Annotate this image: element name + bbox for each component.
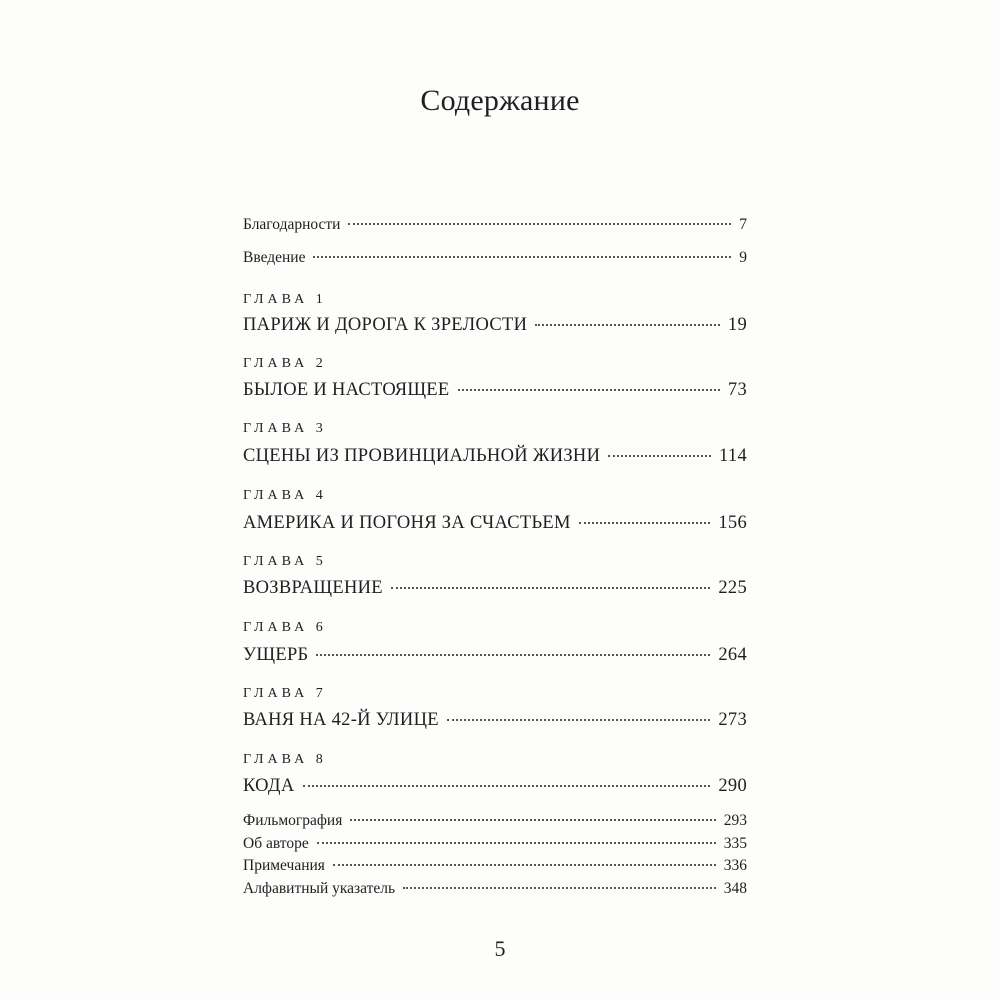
toc-entry-page: 348: [723, 880, 747, 897]
chapter-label-5: ГЛАВА 5: [243, 554, 327, 569]
toc-entry-label: Алфавитный указатель: [243, 880, 396, 897]
toc-entry-label: Об авторе: [243, 835, 309, 852]
chapter-label-3: ГЛАВА 3: [243, 421, 327, 436]
chapter-label-1: ГЛАВА 1: [243, 292, 327, 307]
chapter-page: 273: [718, 710, 747, 730]
toc-entry-label: Примечания: [243, 857, 325, 874]
chapter-title: БЫЛОЕ И НАСТОЯЩЕЕ: [243, 380, 450, 400]
dot-leader: [608, 455, 711, 457]
chapter-label-4: ГЛАВА 4: [243, 488, 327, 503]
dot-leader: [535, 324, 720, 326]
toc-entry-about-author: [243, 835, 747, 853]
dot-leader: [403, 887, 716, 889]
chapter-title: АМЕРИКА И ПОГОНЯ ЗА СЧАСТЬЕМ: [243, 513, 571, 533]
chapter-label-6: ГЛАВА 6: [243, 620, 327, 635]
page-title: Содержание: [420, 84, 580, 117]
chapter-label-2: ГЛАВА 2: [243, 356, 327, 371]
dot-leader: [313, 256, 731, 258]
chapter-title: ВОЗВРАЩЕНИЕ: [243, 578, 383, 598]
chapter-page: 290: [718, 776, 747, 796]
page-number: 5: [494, 936, 506, 961]
toc-entry-filmography: [243, 812, 747, 830]
dot-leader: [303, 785, 711, 787]
chapter-title: ПАРИЖ И ДОРОГА К ЗРЕЛОСТИ: [243, 315, 528, 335]
chapter-label-8: ГЛАВА 8: [243, 752, 327, 767]
dot-leader: [348, 223, 731, 225]
toc-chapter-2: [243, 380, 747, 401]
chapter-title: УЩЕРБ: [243, 645, 309, 665]
dot-leader: [458, 389, 720, 391]
chapter-page: 156: [718, 513, 747, 533]
toc-entry-notes: [243, 857, 747, 875]
toc-chapter-8: [243, 776, 747, 797]
chapter-page: 225: [718, 578, 747, 598]
toc-entry-page: 336: [723, 857, 747, 874]
toc-chapter-7: [243, 710, 747, 731]
toc-chapter-6: [243, 645, 747, 666]
toc-entry-page: 9: [739, 249, 747, 266]
toc-entry-label: Введение: [243, 249, 306, 266]
toc-entry-introduction: [243, 249, 747, 267]
toc-entry-page: 7: [739, 216, 747, 233]
dot-leader: [333, 864, 716, 866]
toc-entry-page: 335: [723, 835, 747, 852]
chapter-page: 114: [719, 446, 747, 466]
toc-entry-index: [243, 880, 747, 898]
chapter-page: 73: [727, 380, 747, 400]
dot-leader: [447, 719, 711, 721]
dot-leader: [317, 842, 716, 844]
toc-entry-acknowledgements: [243, 216, 747, 234]
toc-chapter-5: [243, 578, 747, 599]
toc-entry-label: Фильмография: [243, 812, 343, 829]
toc-chapter-3: [243, 446, 747, 467]
chapter-title: ВАНЯ НА 42-Й УЛИЦЕ: [243, 710, 439, 730]
toc-entry-label: Благодарности: [243, 216, 341, 233]
chapter-label-7: ГЛАВА 7: [243, 686, 327, 701]
dot-leader: [316, 654, 710, 656]
toc-chapter-1: [243, 315, 747, 336]
dot-leader: [350, 819, 715, 821]
chapter-page: 264: [718, 645, 747, 665]
toc-entry-page: 293: [723, 812, 747, 829]
chapter-title: СЦЕНЫ ИЗ ПРОВИНЦИАЛЬНОЙ ЖИЗНИ: [243, 446, 601, 466]
toc-chapter-4: [243, 513, 747, 534]
dot-leader: [579, 522, 711, 524]
dot-leader: [391, 587, 710, 589]
chapter-page: 19: [727, 315, 747, 335]
chapter-title: КОДА: [243, 776, 295, 796]
